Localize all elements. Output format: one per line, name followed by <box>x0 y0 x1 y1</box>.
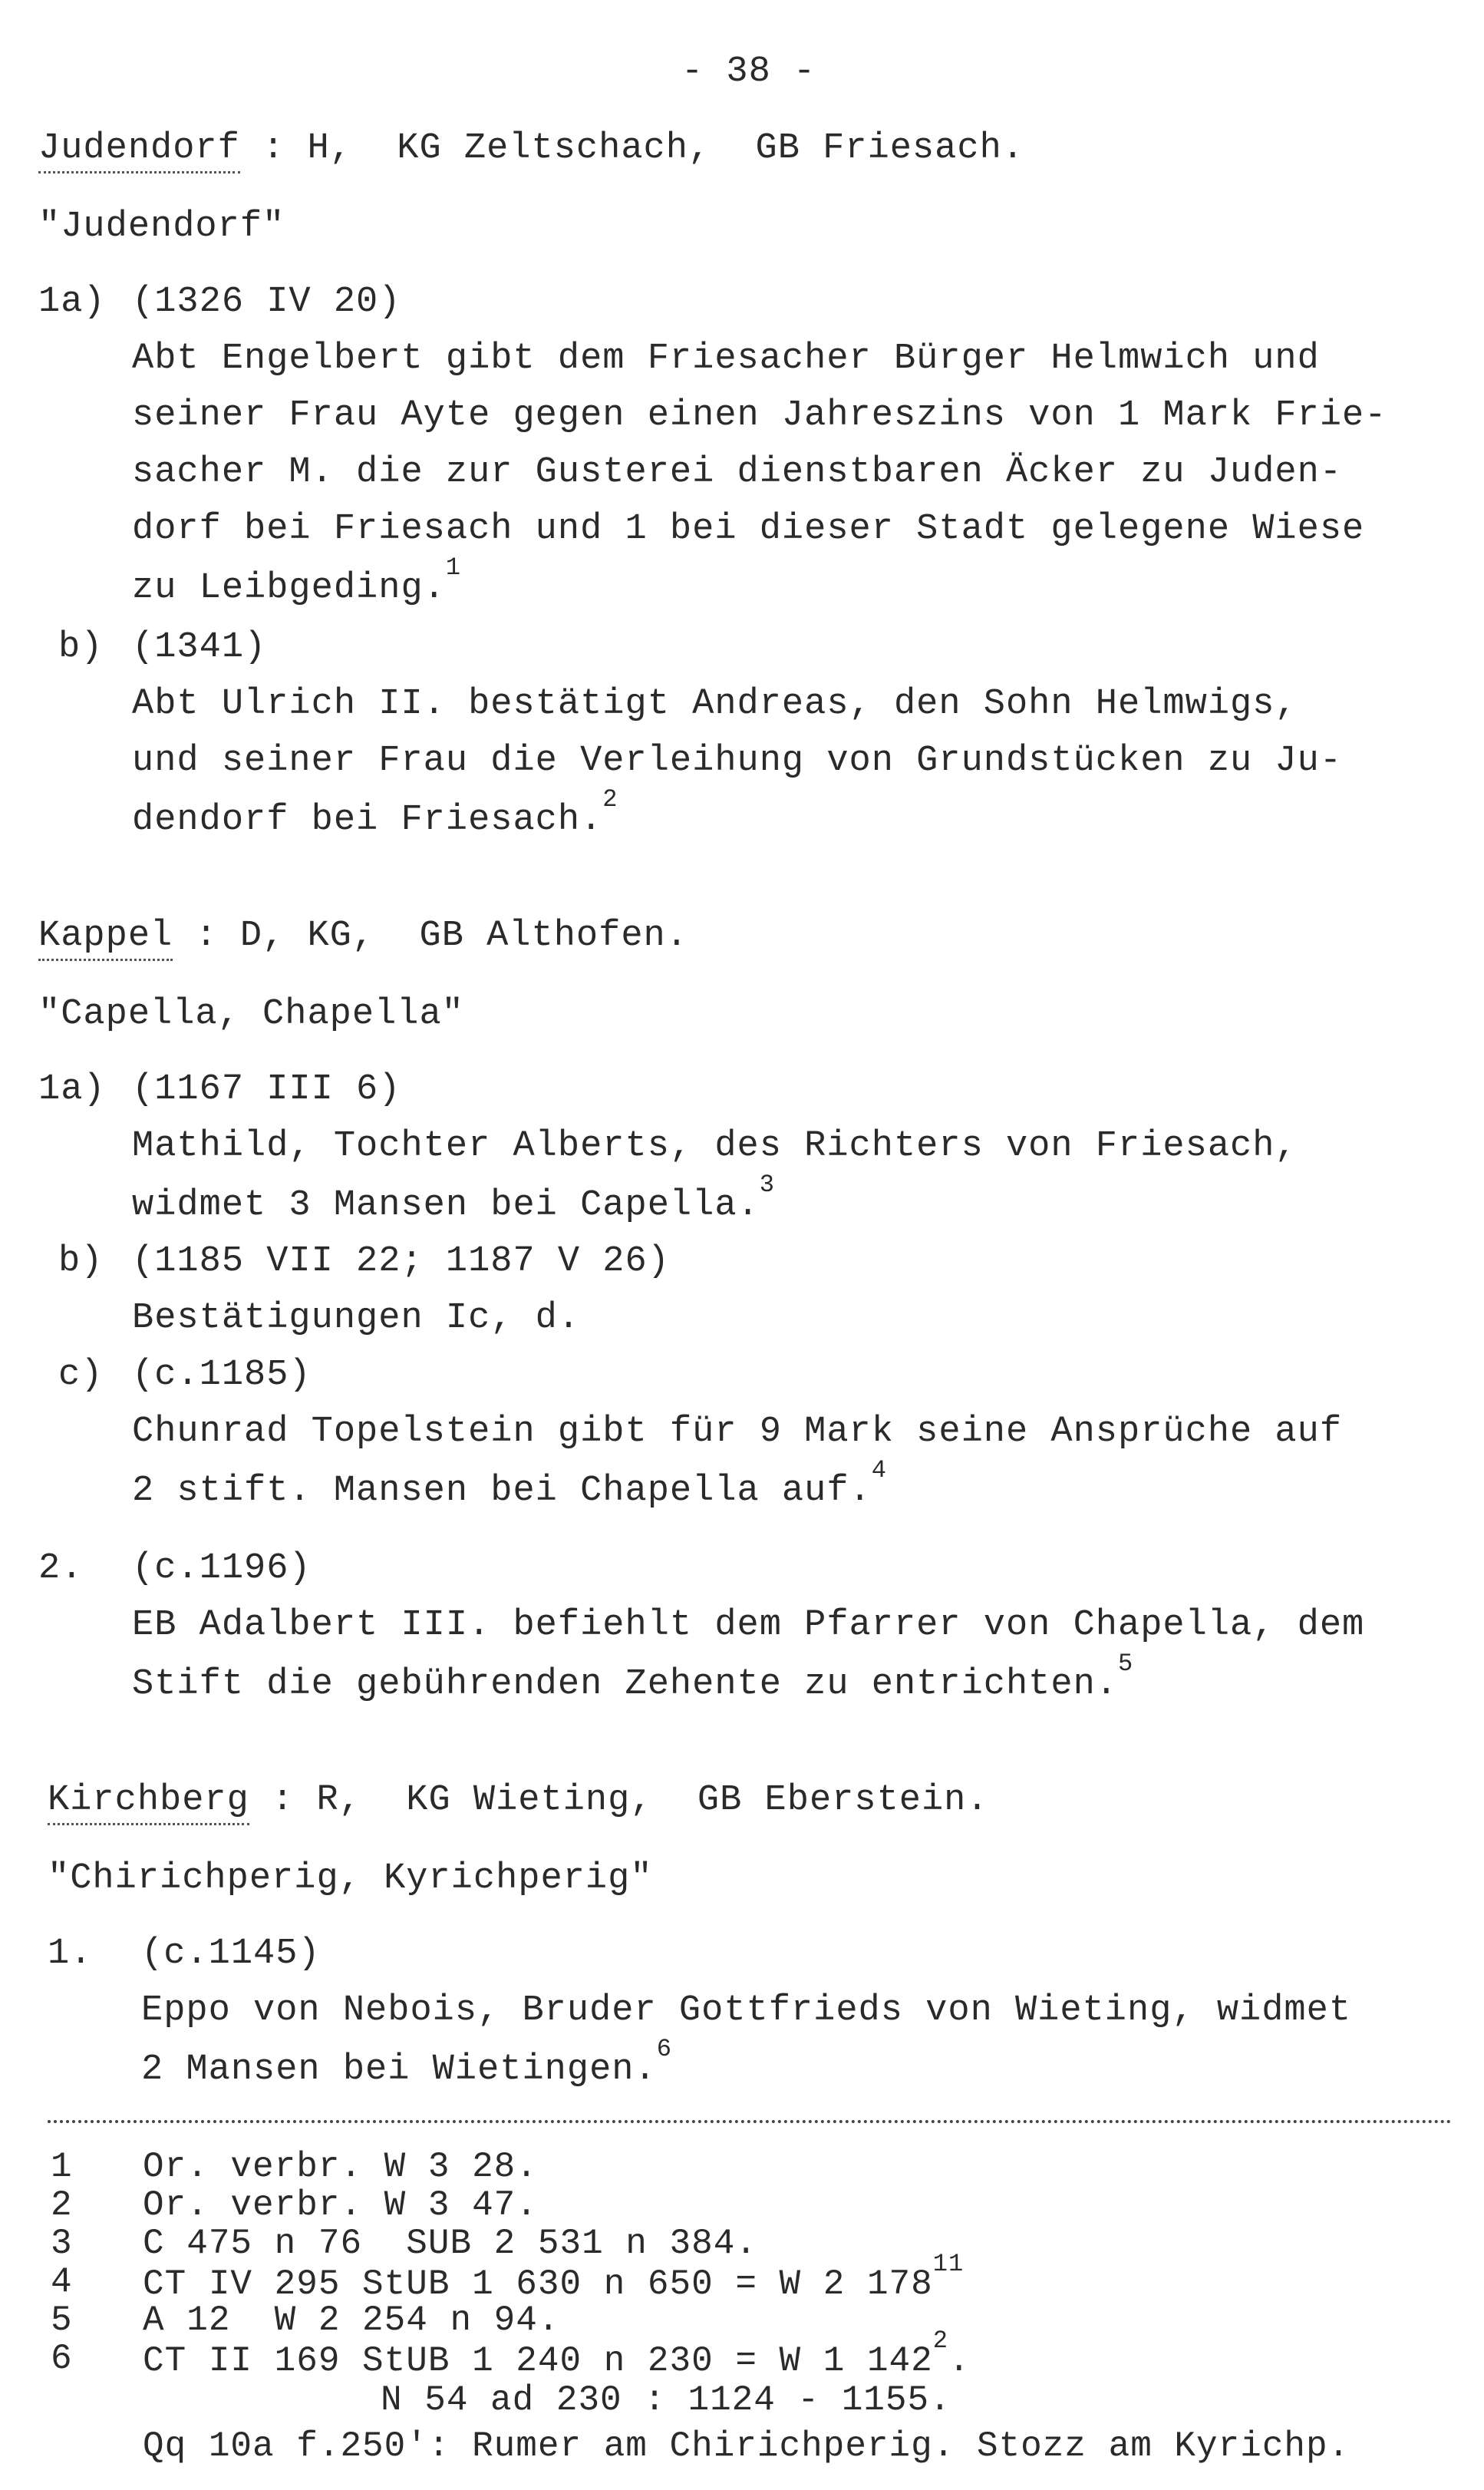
footnote-text <box>143 2327 971 2381</box>
item-text: EB Adalbert III. befiehlt dem Pfarrer von Chapella, dem <box>132 1605 1365 1646</box>
footnote-number: 1 <box>51 2147 73 2187</box>
item-text <box>132 1650 1134 1705</box>
footnote-sup: 2 <box>932 2327 948 2355</box>
entry-heading-judendorf <box>38 130 1024 167</box>
item-text <box>132 785 618 840</box>
item-text: Abt Engelbert gibt dem Friesacher Bürger Helmwich und <box>132 338 1320 379</box>
item-text: sacher M. die zur Gusterei dienstbaren Äcker zu Juden- <box>132 452 1343 493</box>
item-date: (c.1196) <box>132 1548 312 1589</box>
place-name: Kirchberg <box>48 1780 249 1825</box>
item-text-end: dendorf bei Friesach. <box>132 800 603 840</box>
footnote-text-main: CT II 169 StUB 1 240 n 230 = W 1 142 <box>143 2341 933 2381</box>
item-date: (1167 III 6) <box>132 1069 401 1110</box>
item-text: Bestätigungen Ic, d. <box>132 1298 581 1339</box>
footnote-number: 6 <box>51 2339 73 2379</box>
footnote-ref: 2 <box>602 785 618 814</box>
item-label: b) <box>58 627 104 668</box>
item-text: Eppo von Nebois, Bruder Gottfrieds von Wieting, widmet <box>141 1990 1352 2031</box>
item-text-end: zu Leibgeding. <box>132 568 446 609</box>
footnote-text-tail: . <box>948 2341 971 2381</box>
item-label: 1. <box>48 1934 93 1974</box>
footnote-sup: 11 <box>932 2250 965 2278</box>
item-text <box>132 553 462 609</box>
item-text <box>132 1171 775 1226</box>
footnote-ref: 1 <box>445 553 462 582</box>
entry-heading-kappel <box>38 918 688 954</box>
footnote-number: 2 <box>51 2185 73 2225</box>
item-text: und seiner Frau die Verleihung von Grundstücken zu Ju- <box>132 741 1343 781</box>
page-number: - 38 - <box>681 51 816 92</box>
item-label: 1a) <box>38 282 106 322</box>
footnote-text: Or. verbr. W 3 47. <box>143 2185 538 2225</box>
footnote-continuation: Qq 10a f.250': Rumer am Chirichperig. Stozz am Kyrichp. <box>143 2426 1350 2466</box>
item-text-end: 2 stift. Mansen bei Chapella auf. <box>132 1471 872 1511</box>
place-info: : D, KG, GB Althofen. <box>173 916 688 956</box>
entry-heading-kirchberg <box>48 1780 989 1821</box>
item-date: (c.1185) <box>132 1355 312 1395</box>
item-date: (1326 IV 20) <box>132 282 401 322</box>
old-names: "Judendorf" <box>38 206 285 247</box>
footnote-text: Or. verbr. W 3 28. <box>143 2147 538 2187</box>
item-text: Mathild, Tochter Alberts, des Richters von Friesach, <box>132 1126 1298 1167</box>
footnote-text <box>143 2250 965 2304</box>
item-text: Abt Ulrich II. bestätigt Andreas, den Sohn Helmwigs, <box>132 684 1298 725</box>
footnote-ref: 3 <box>759 1171 775 1199</box>
item-text: seiner Frau Ayte gegen einen Jahreszins von 1 Mark Frie- <box>132 395 1387 436</box>
place-name: Kappel <box>38 916 173 961</box>
item-label: c) <box>58 1355 104 1395</box>
footnote-ref: 6 <box>656 2035 672 2063</box>
place-name: Judendorf <box>38 128 240 173</box>
footnote-text: C 475 n 76 SUB 2 531 n 384. <box>143 2224 757 2264</box>
footnote-ref: 5 <box>1118 1650 1134 1678</box>
item-text <box>141 2035 672 2090</box>
item-label: 1a) <box>38 1069 106 1110</box>
footnote-text-main: CT IV 295 StUB 1 630 n 650 = W 2 178 <box>143 2264 933 2304</box>
footnote-text: A 12 W 2 254 n 94. <box>143 2300 560 2340</box>
item-text <box>132 1456 887 1511</box>
item-text-end: Stift die gebührenden Zehente zu entrichten. <box>132 1664 1119 1705</box>
footnote-number: 3 <box>51 2224 73 2264</box>
item-text-end: 2 Mansen bei Wietingen. <box>141 2049 657 2090</box>
item-label: b) <box>58 1241 104 1282</box>
item-date: (1185 VII 22; 1187 V 26) <box>132 1241 670 1282</box>
old-names: "Capella, Chapella" <box>38 994 464 1035</box>
place-info: : R, KG Wieting, GB Eberstein. <box>249 1780 989 1821</box>
footnote-number: 4 <box>51 2262 73 2302</box>
item-text: dorf bei Friesach und 1 bei dieser Stadt gelegene Wiese <box>132 509 1365 550</box>
footnote-continuation: N 54 ad 230 : 1124 - 1155. <box>381 2380 951 2420</box>
footnote-number: 5 <box>51 2300 73 2340</box>
old-names: "Chirichperig, Kyrichperig" <box>48 1858 653 1899</box>
item-label: 2. <box>38 1548 84 1589</box>
footnote-separator <box>48 2120 1452 2123</box>
item-date: (c.1145) <box>141 1934 321 1974</box>
item-text-end: widmet 3 Mansen bei Capella. <box>132 1185 760 1226</box>
item-date: (1341) <box>132 627 267 668</box>
item-text: Chunrad Topelstein gibt für 9 Mark seine Ansprüche auf <box>132 1412 1343 1452</box>
footnote-ref: 4 <box>871 1456 887 1484</box>
place-info: : H, KG Zeltschach, GB Friesach. <box>239 128 1025 169</box>
